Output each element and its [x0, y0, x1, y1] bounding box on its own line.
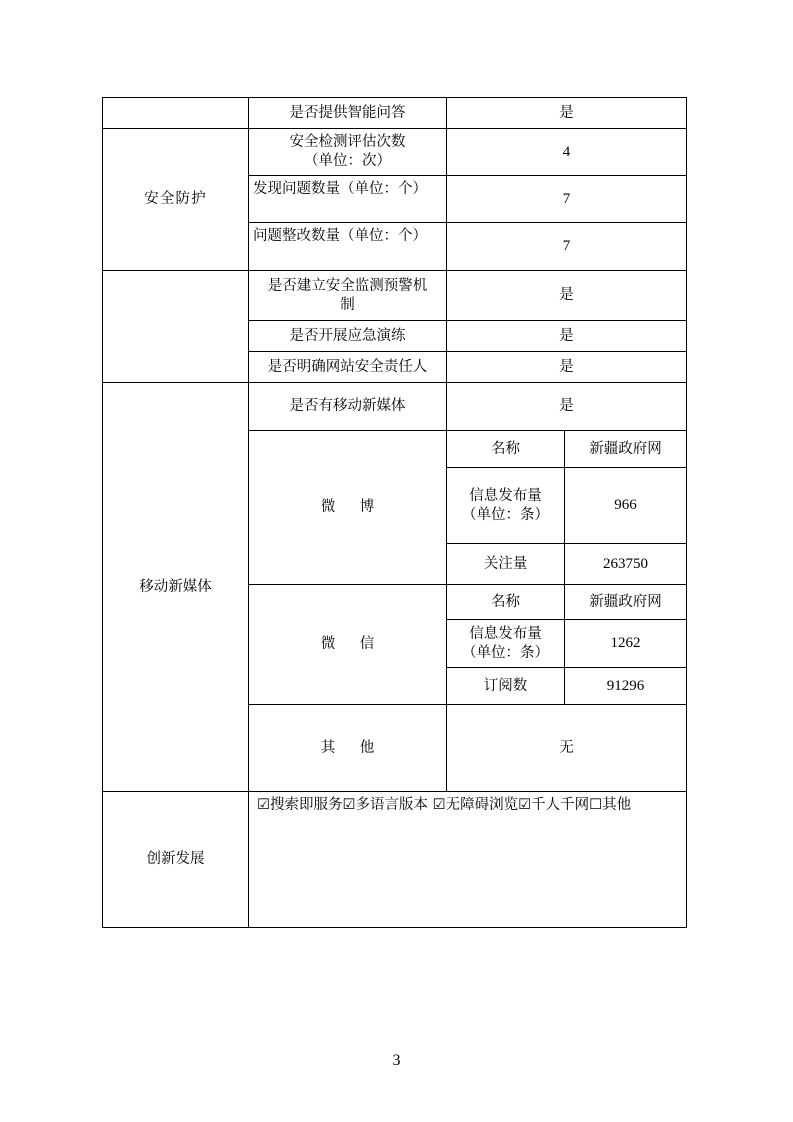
assessments-label	[249, 129, 447, 176]
page-number: 3	[392, 1052, 401, 1069]
issues-fixed-value: 7	[447, 223, 687, 271]
section-innovation: 创新发展	[103, 792, 249, 928]
option-personalized[interactable]	[518, 797, 589, 813]
section-cell-empty-top	[103, 98, 249, 129]
warning-mechanism-label	[249, 271, 447, 321]
weibo-name-label: 名称	[447, 431, 565, 468]
wechat-posts-label-line2: （单位：条）	[462, 644, 549, 661]
section-cell-empty-monitoring	[103, 271, 249, 383]
wechat-posts-value: 1262	[565, 620, 687, 668]
option-label: 无障碍浏览	[445, 797, 519, 813]
wechat-posts-label	[447, 620, 565, 668]
checkbox-checked-icon: ☑	[342, 797, 356, 813]
assessments-label-line2: （单位：次）	[304, 153, 391, 169]
checkbox-checked-icon: ☑	[432, 797, 446, 813]
wechat-subscribers-label: 订阅数	[447, 668, 565, 705]
weibo-followers-label: 关注量	[447, 544, 565, 585]
weibo-name-value: 新疆政府网	[565, 431, 687, 468]
section-security: 安全防护	[103, 129, 249, 271]
checkbox-unchecked-icon: ☐	[589, 797, 603, 813]
warning-mechanism-value: 是	[447, 271, 687, 321]
other-media-label: 其 他	[249, 705, 447, 792]
innovation-options	[249, 792, 687, 928]
security-owner-value: 是	[447, 352, 687, 383]
security-owner-label: 是否明确网站安全责任人	[249, 352, 447, 383]
has-mobile-label: 是否有移动新媒体	[249, 383, 447, 431]
drill-label: 是否开展应急演练	[249, 321, 447, 352]
wechat-name-label: 名称	[447, 585, 565, 620]
has-mobile-value: 是	[447, 383, 687, 431]
wechat-subscribers-value: 91296	[565, 668, 687, 705]
wechat-posts-label-line1: 信息发布量	[469, 625, 542, 642]
issues-found-value: 7	[447, 176, 687, 223]
option-label: 搜索即服务	[270, 797, 343, 813]
smart-qa-label: 是否提供智能问答	[249, 98, 447, 129]
warning-mechanism-label-line2: 制	[340, 296, 355, 313]
option-label: 其他	[602, 797, 632, 813]
option-accessibility[interactable]	[433, 797, 519, 813]
weibo-posts-label-line1: 信息发布量	[469, 487, 542, 504]
weibo-posts-value: 966	[565, 468, 687, 544]
issues-found-label: 发现问题数量（单位：个）	[249, 176, 447, 223]
statistics-table	[102, 97, 687, 928]
issues-fixed-label: 问题整改数量（单位：个）	[249, 223, 447, 271]
option-multilingual[interactable]	[343, 797, 429, 813]
weibo-followers-value: 263750	[565, 544, 687, 585]
row-smart-qa	[103, 98, 687, 129]
smart-qa-value: 是	[447, 98, 687, 129]
option-label: 千人千网	[531, 797, 590, 813]
warning-mechanism-label-line1: 是否建立安全监测预警机	[267, 277, 428, 294]
checkbox-checked-icon: ☑	[257, 797, 270, 813]
row-warning-mechanism	[103, 271, 687, 321]
other-media-value: 无	[447, 705, 687, 792]
row-has-mobile	[103, 383, 687, 431]
row-innovation	[103, 792, 687, 928]
assessments-value: 4	[447, 129, 687, 176]
weibo-posts-label-line2: （单位：条）	[462, 506, 549, 523]
option-other[interactable]	[589, 797, 631, 813]
option-label: 多语言版本	[355, 797, 428, 813]
section-mobile: 移动新媒体	[103, 383, 249, 792]
weibo-posts-label	[447, 468, 565, 544]
wechat-name-value: 新疆政府网	[565, 585, 687, 620]
weibo-label: 微 博	[249, 431, 447, 585]
row-assessments	[103, 129, 687, 176]
wechat-label: 微 信	[249, 585, 447, 705]
drill-value: 是	[447, 321, 687, 352]
option-search-service[interactable]	[257, 797, 343, 813]
checkbox-checked-icon: ☑	[518, 797, 532, 813]
assessments-label-line1: 安全检测评估次数	[289, 134, 406, 150]
